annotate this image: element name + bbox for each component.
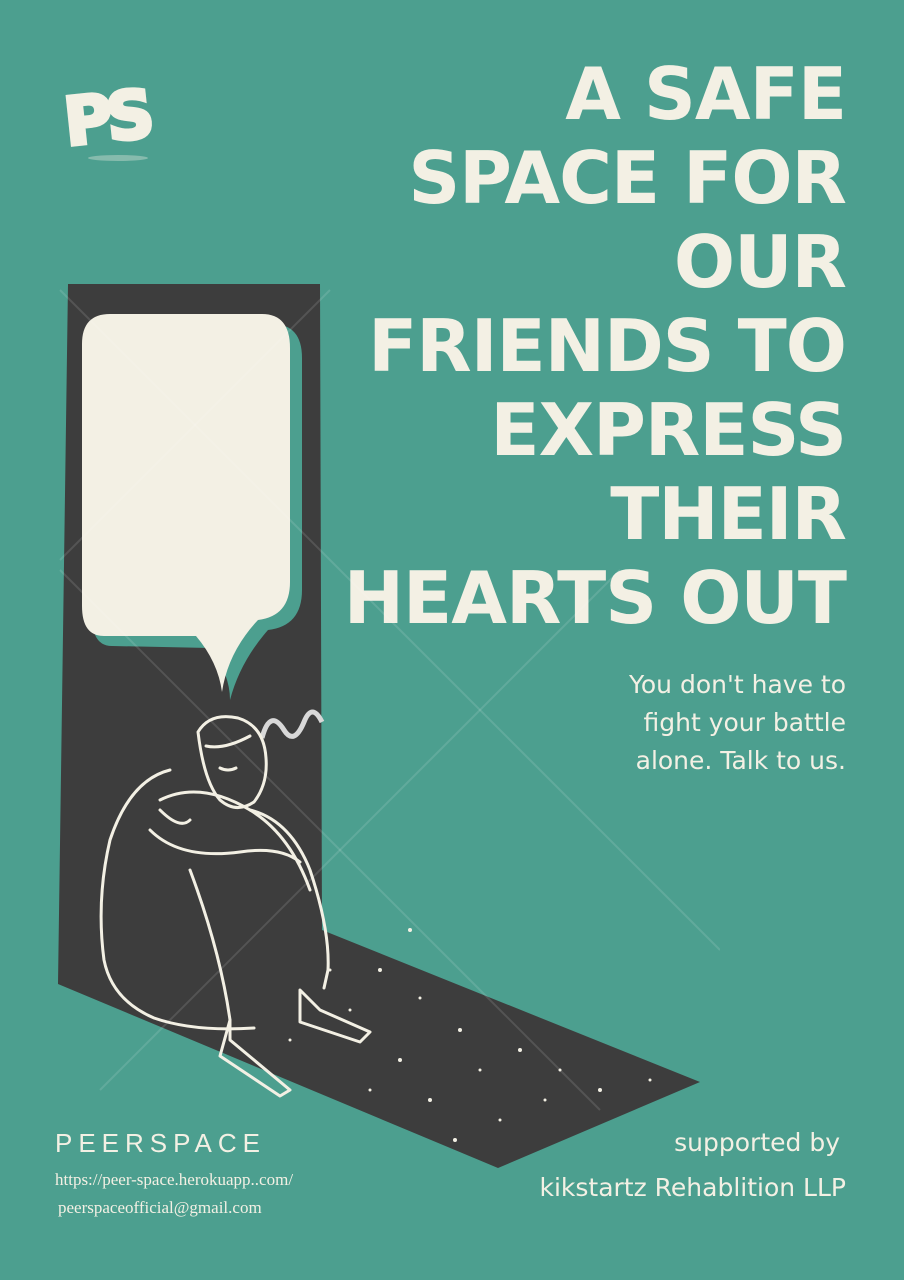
tagline-line: fight your battle — [643, 708, 846, 737]
supporter-name: kikstartz Rehablition LLP — [539, 1173, 846, 1202]
peerspace-logo — [60, 66, 170, 166]
illustration-sad-person-doorway — [0, 270, 720, 1170]
supported-by-label: supported by — [674, 1128, 840, 1157]
headline-line: A SAFE — [565, 52, 846, 136]
svg-text:PS: PS — [60, 75, 152, 162]
tagline-line: alone. Talk to us. — [635, 746, 846, 775]
tagline-line: You don't have to — [628, 670, 846, 699]
brand-name: PEERSPACE — [55, 1128, 267, 1158]
headline-line: FRIENDS TO — [368, 304, 846, 388]
headline-line: OUR — [673, 220, 846, 304]
website-url[interactable]: https://peer-space.herokuapp..com/ — [55, 1170, 294, 1189]
headline-line: HEARTS OUT — [343, 556, 846, 640]
headline-line: SPACE FOR — [408, 136, 846, 220]
contact-email[interactable]: peerspaceofficial@gmail.com — [58, 1198, 262, 1217]
headline-line: THEIR — [610, 472, 846, 556]
headline-line: EXPRESS — [490, 388, 846, 472]
